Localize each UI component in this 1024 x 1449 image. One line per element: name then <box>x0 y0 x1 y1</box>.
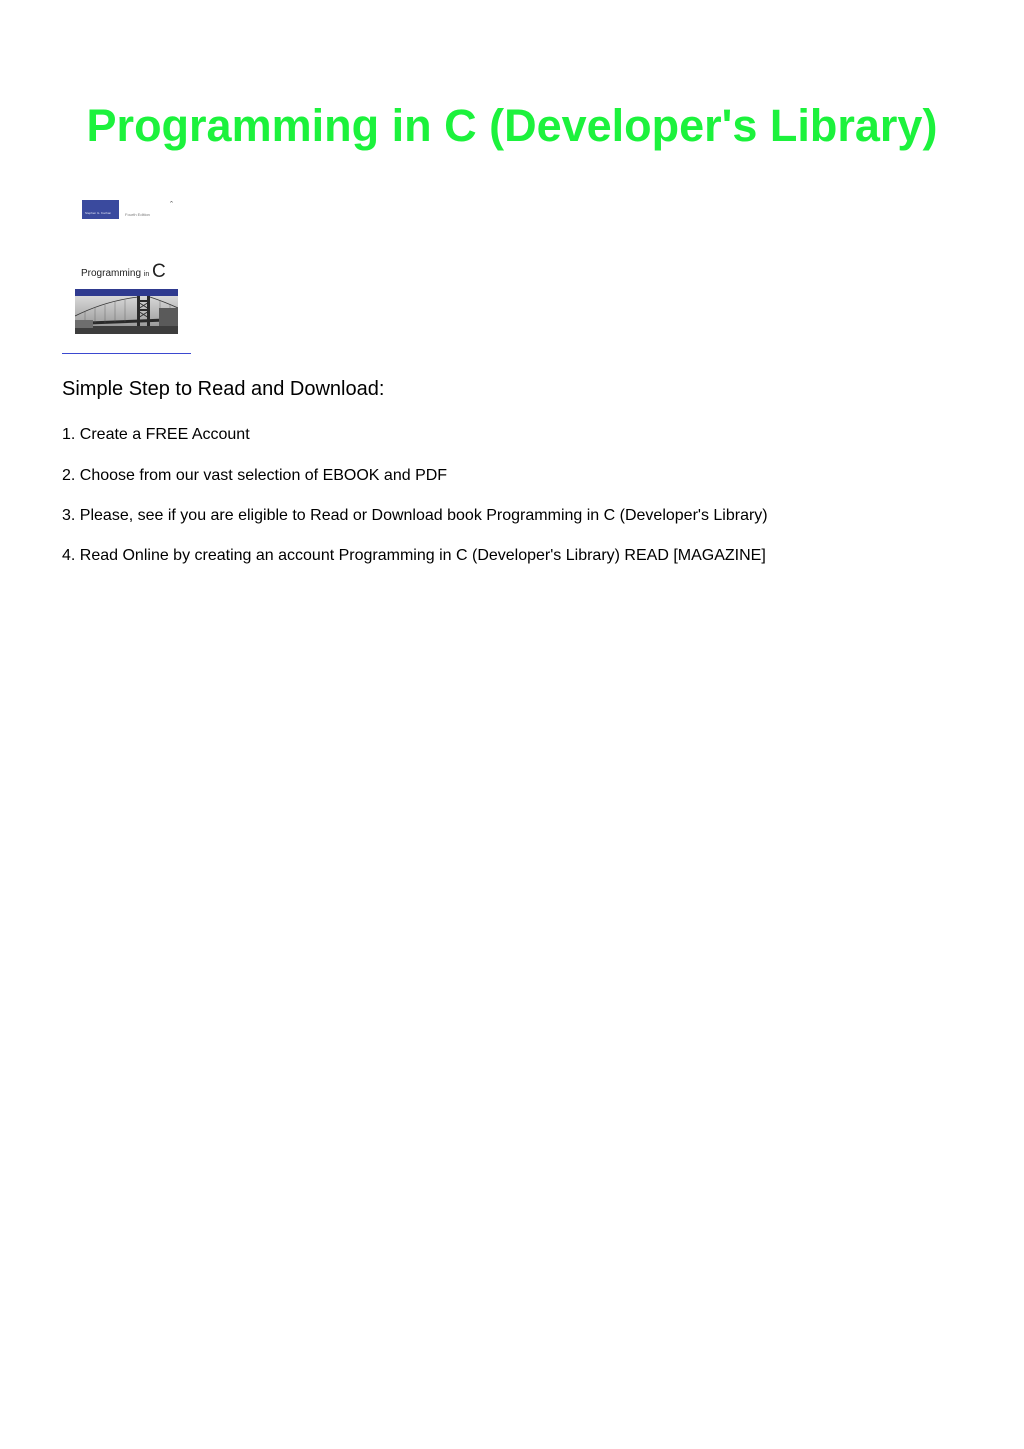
cover-edition: Fourth Edition <box>125 212 150 217</box>
cover-title-in: in <box>143 271 150 278</box>
book-cover-image[interactable] <box>75 190 178 338</box>
cover-title-main: Programming <box>81 268 142 279</box>
cover-author: Stephen G. Kochan <box>85 211 112 215</box>
book-cover-link[interactable] <box>62 190 191 354</box>
page-title: Programming in C (Developer's Library) <box>86 100 938 151</box>
steps-heading: Simple Step to Read and Download: <box>62 378 385 400</box>
step-item-2: 2. Choose from our vast selection of EBOOK and PDF <box>62 467 448 484</box>
cover-bridge-photo <box>75 296 178 334</box>
cover-title <box>81 261 166 282</box>
step-item-1: 1. Create a FREE Account <box>62 426 250 443</box>
cover-corner-mark: ˆ <box>170 200 173 210</box>
cover-author-box <box>82 200 119 219</box>
cover-title-c: C <box>152 261 166 282</box>
step-item-3: 3. Please, see if you are eligible to Read or Download book Programming in C (Developer's Library) <box>62 507 768 524</box>
step-item-4: 4. Read Online by creating an account Programming in C (Developer's Library) READ [MAGAZINE] <box>62 547 766 564</box>
